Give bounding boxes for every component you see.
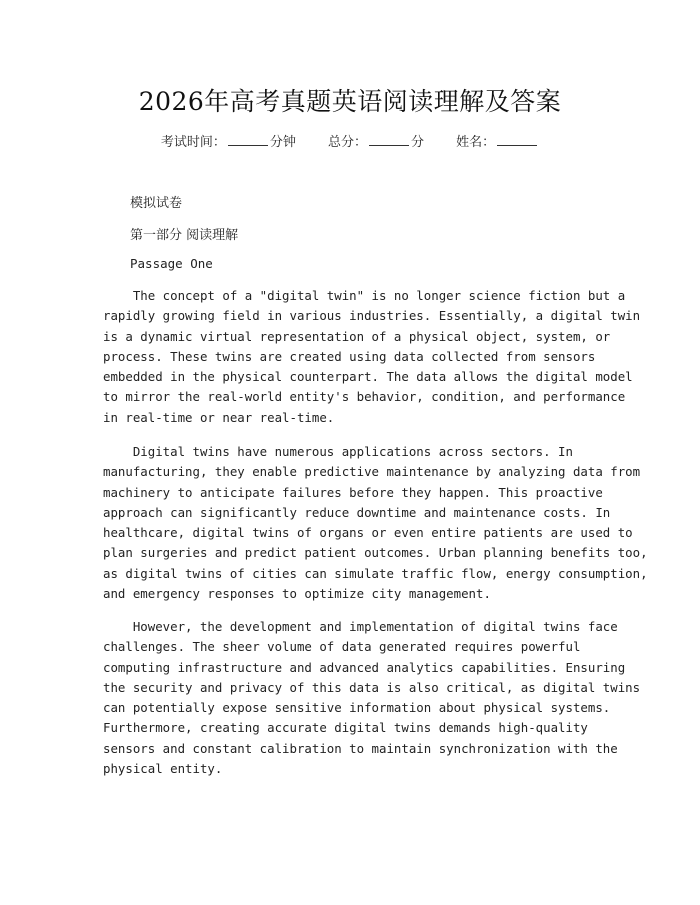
total-score-field	[328, 135, 424, 150]
name-blank	[497, 133, 537, 146]
exam-time-label: 考试时间：	[160, 135, 226, 150]
document-title: 2026年高考真题英语阅读理解及答案	[138, 87, 562, 116]
name-field	[456, 135, 539, 150]
total-score-unit: 分	[411, 135, 425, 150]
section-label: 模拟试卷	[130, 196, 183, 211]
passage-title: Passage One	[130, 256, 213, 271]
exam-info-line	[0, 131, 700, 150]
passage-paragraph-1: The concept of a "digital twin" is no longer science fiction but a rapidly growing field in various industries. Essentially, a digital twin is a dynamic virtual representation of a physical object, system, or process. These twins are created using data collected from sensors embedded in the physical counterpart. The data allows the digital model to mirror the real-world entity's behavior, condition, and performance in real-time or near real-time.	[103, 288, 641, 425]
total-score-label: 总分：	[327, 135, 367, 150]
name-label: 姓名：	[456, 135, 496, 150]
passage-paragraph-3: However, the development and implementation of digital twins face challenges. The sheer volume of data generated requires powerful computing infrastructure and advanced analytics capabilities. Ensuring the security and privacy of this data is also critical, as digital twins can potentially expose sensitive information about physical systems. Furthermore, creating accurate digital twins demands high-quality sensors and constant calibration to maintain synchronization with the physical entity.	[103, 619, 641, 777]
exam-time-unit: 分钟	[269, 135, 296, 150]
passage-paragraph-2: Digital twins have numerous applications across sectors. In manufacturing, they enable predictive maintenance by analyzing data from machinery to anticipate failures before they happen. This proactive approach can significantly reduce downtime and maintenance costs. In healthcare, digital twins of organs or even entire patients are used to plan surgeries and predict patient outcomes. Urban planning benefits too, as digital twins of cities can simulate traffic flow, energy consumption, and emergency responses to optimize city management.	[103, 444, 648, 602]
exam-time-blank	[228, 133, 268, 146]
exam-time-field	[161, 135, 296, 150]
part-heading: 第一部分 阅读理解	[130, 228, 239, 243]
total-score-blank	[369, 133, 409, 146]
